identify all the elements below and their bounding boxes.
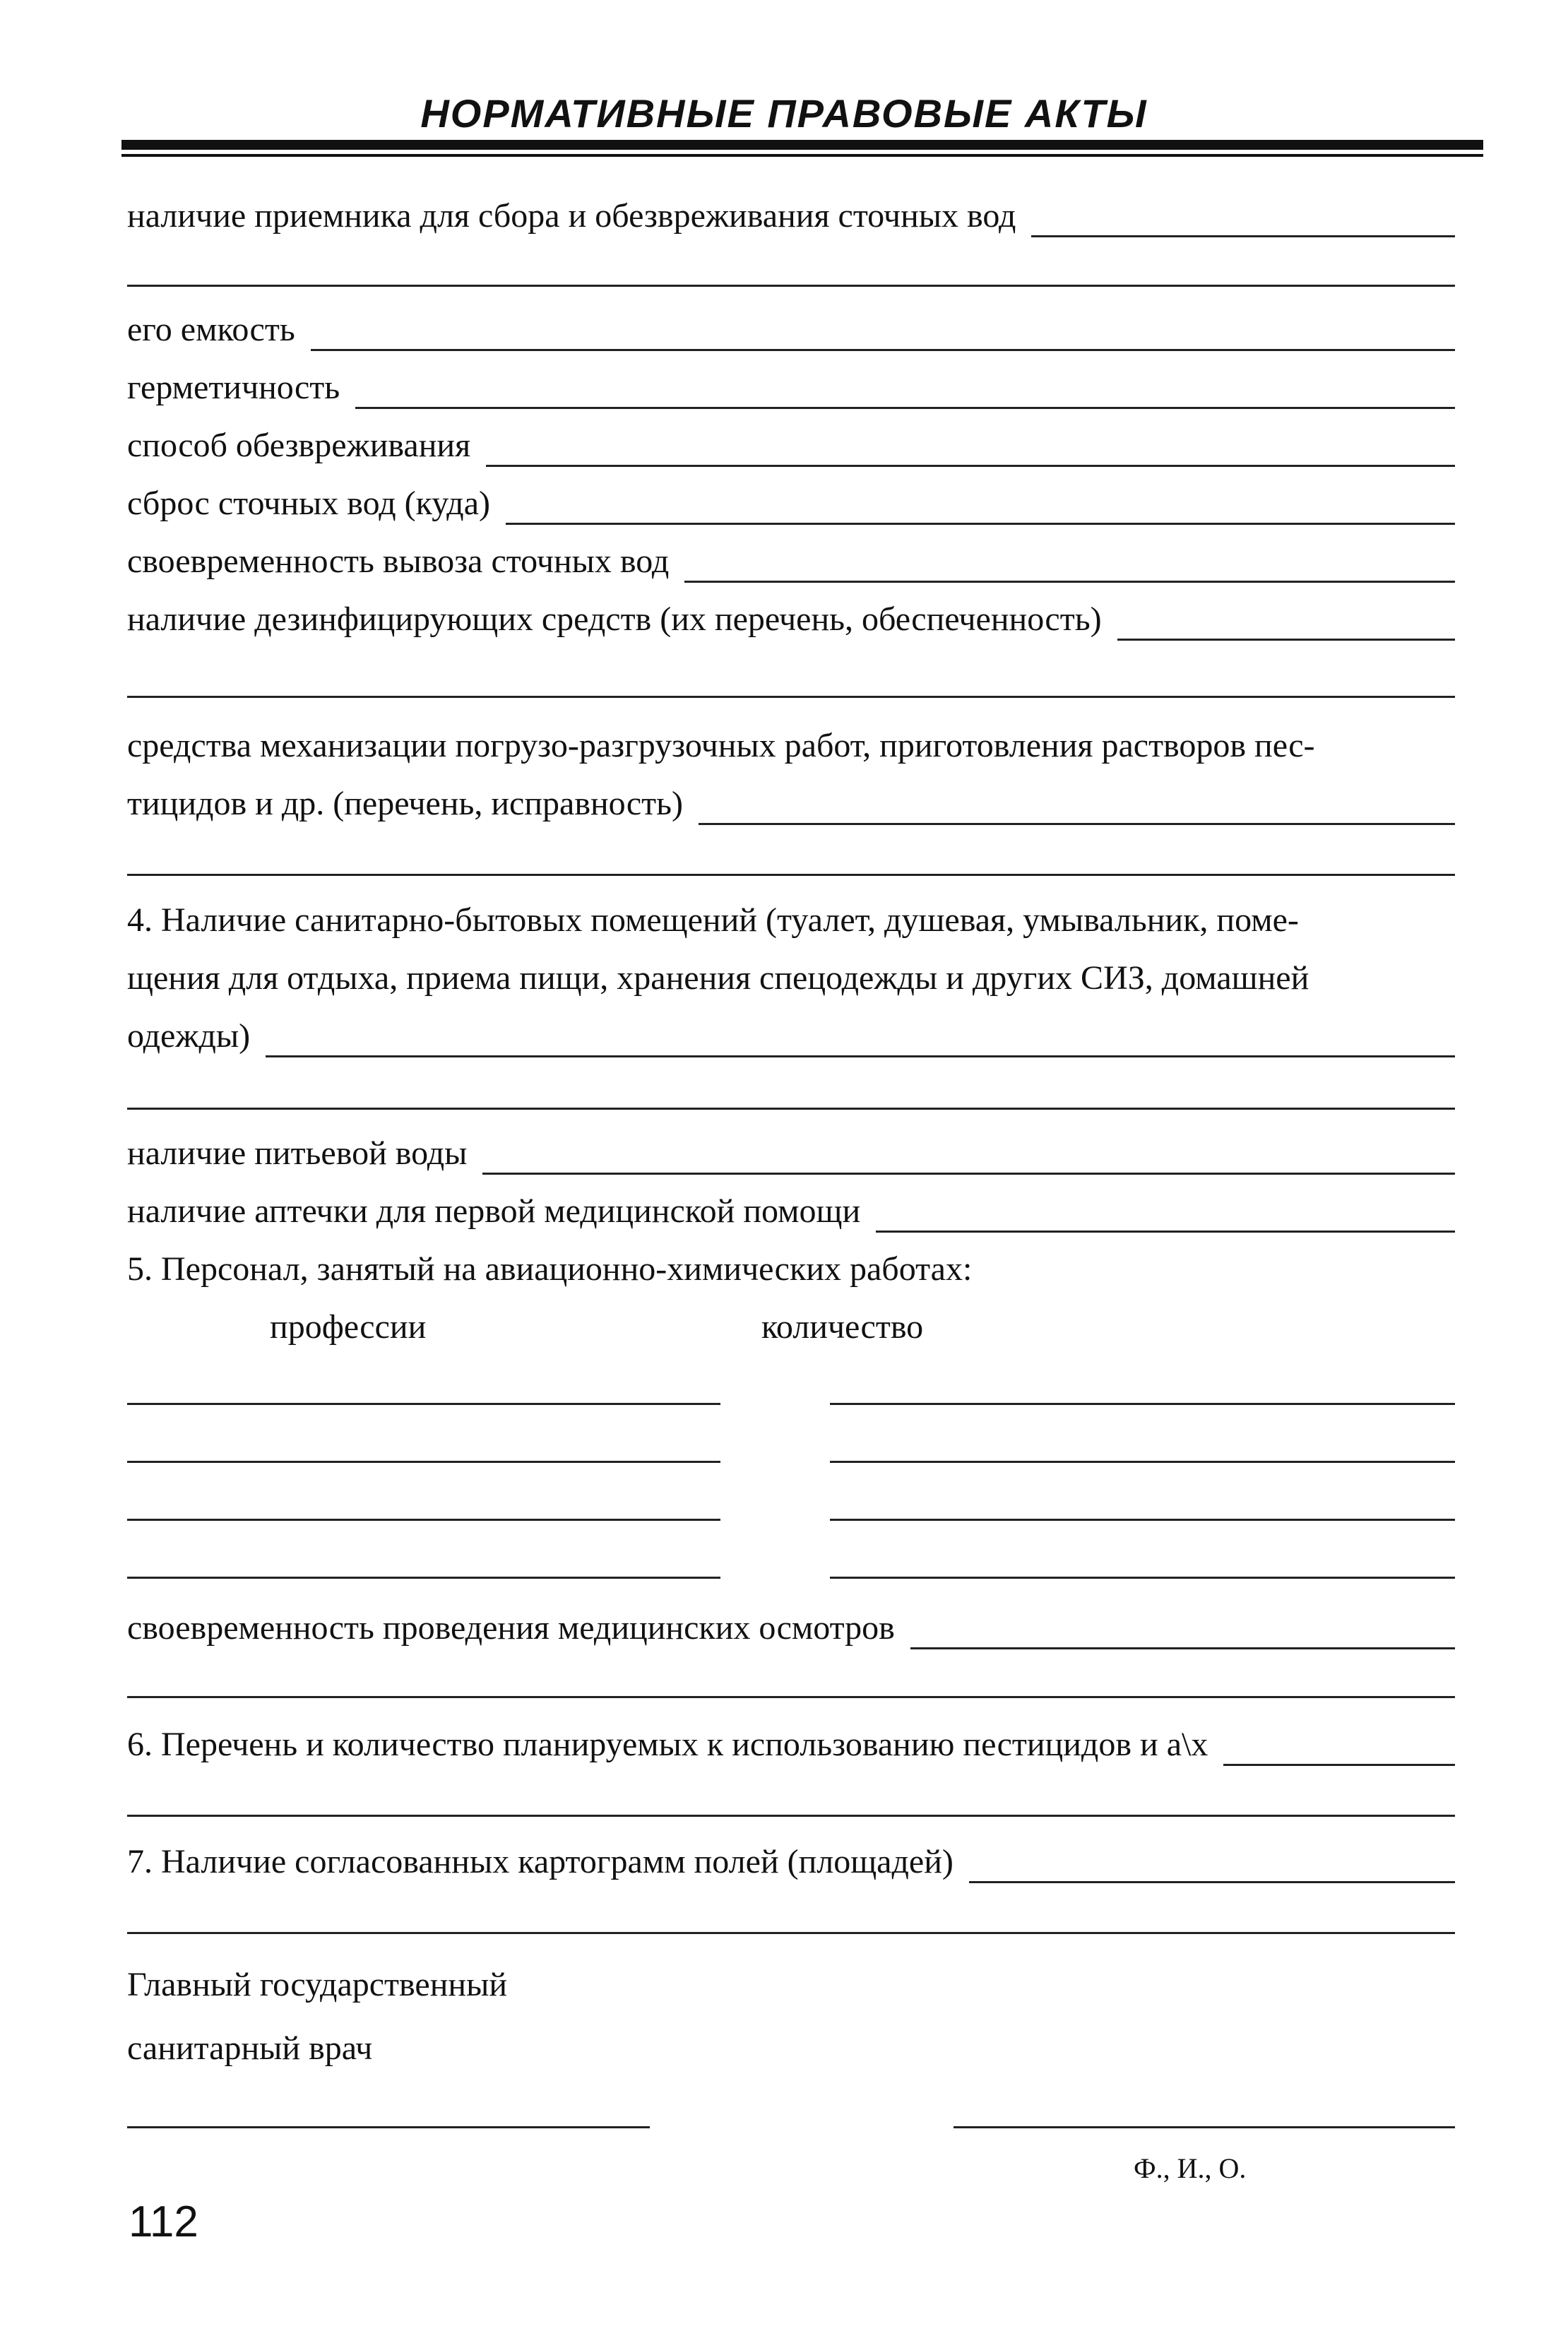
quantity-blank-3[interactable] xyxy=(830,1519,1455,1521)
quantity-blank-1[interactable] xyxy=(830,1403,1455,1405)
quantity-blank-2[interactable] xyxy=(830,1461,1455,1463)
first-aid-row xyxy=(127,1190,1455,1233)
first-aid-blank[interactable] xyxy=(876,1199,1455,1233)
timely-removal-label: своевременность вывоза сточных вод xyxy=(127,543,670,580)
signature-title-1: Главный государственный xyxy=(127,1966,508,2003)
disinfectants-row xyxy=(127,598,1455,641)
med-checks-blank[interactable] xyxy=(910,1616,1455,1649)
header-rule-thick xyxy=(121,140,1483,150)
section7-blank[interactable] xyxy=(969,1850,1455,1883)
receiver-blank-2[interactable] xyxy=(127,285,1455,287)
med-checks-label: своевременность проведения медицинских осмотров xyxy=(127,1609,895,1647)
mechanization-label: тицидов и др. (перечень, исправность) xyxy=(127,785,684,822)
section4-line-2: щения для отдыха, приема пищи, хранения спецодежды и других СИЗ, домашней xyxy=(127,959,1309,997)
section6-blank-2[interactable] xyxy=(127,1815,1455,1817)
neutralization-row xyxy=(127,425,1455,467)
section7-label: 7. Наличие согласованных картограмм полей (площадей) xyxy=(127,1843,954,1880)
tightness-blank[interactable] xyxy=(355,376,1455,409)
discharge-label: сброс сточных вод (куда) xyxy=(127,485,490,522)
section7-blank-2[interactable] xyxy=(127,1932,1455,1934)
receiver-label: наличие приемника для сбора и обезвреживания сточных вод xyxy=(127,197,1016,235)
med-checks-row xyxy=(127,1607,1455,1649)
receiver-row xyxy=(127,195,1455,237)
mechanization-row xyxy=(127,783,1455,825)
signature-blank[interactable] xyxy=(127,2126,650,2128)
water-label: наличие питьевой воды xyxy=(127,1134,468,1172)
running-header: НОРМАТИВНЫЕ ПРАВОВЫЕ АКТЫ xyxy=(420,91,1148,136)
section4-label: одежды) xyxy=(127,1017,251,1055)
timely-removal-row xyxy=(127,540,1455,583)
header-rule-thin xyxy=(121,154,1483,157)
section6-label: 6. Перечень и количество планируемых к использованию пестицидов и а\х xyxy=(127,1726,1208,1763)
tightness-label: герметичность xyxy=(127,369,340,406)
discharge-row xyxy=(127,482,1455,525)
signature-title-2: санитарный врач xyxy=(127,2029,373,2067)
disinfectants-blank[interactable] xyxy=(1117,607,1455,641)
fio-caption: Ф., И., О. xyxy=(1134,2152,1247,2184)
quantity-blank-4[interactable] xyxy=(830,1577,1455,1579)
profession-blank-2[interactable] xyxy=(127,1461,720,1463)
disinfectants-blank-2[interactable] xyxy=(127,696,1455,698)
discharge-blank[interactable] xyxy=(506,492,1455,525)
col-professions-header: профессии xyxy=(270,1308,427,1346)
section4-line-1: 4. Наличие санитарно-бытовых помещений (туалет, душевая, умывальник, поме- xyxy=(127,901,1299,939)
med-checks-blank-2[interactable] xyxy=(127,1696,1455,1698)
section4-blank[interactable] xyxy=(266,1024,1455,1057)
section5-title: 5. Персонал, занятый на авиационно-химических работах: xyxy=(127,1250,973,1288)
section7-row xyxy=(127,1841,1455,1883)
col-quantity-header: количество xyxy=(761,1308,924,1346)
receiver-blank[interactable] xyxy=(1031,204,1455,237)
profession-blank-1[interactable] xyxy=(127,1403,720,1405)
first-aid-label: наличие аптечки для первой медицинской помощи xyxy=(127,1192,861,1230)
capacity-row xyxy=(127,309,1455,351)
neutralization-label: способ обезвреживания xyxy=(127,427,471,464)
capacity-blank[interactable] xyxy=(311,318,1455,351)
profession-blank-4[interactable] xyxy=(127,1577,720,1579)
water-row xyxy=(127,1132,1455,1175)
page-number: 112 xyxy=(129,2198,198,2246)
profession-blank-3[interactable] xyxy=(127,1519,720,1521)
neutralization-blank[interactable] xyxy=(486,434,1455,467)
mechanization-blank[interactable] xyxy=(699,792,1455,825)
section4-blank-2[interactable] xyxy=(127,1108,1455,1110)
timely-removal-blank[interactable] xyxy=(684,550,1455,583)
mechanization-line-1: средства механизации погрузо-разгрузочных работ, приготовления растворов пес- xyxy=(127,727,1315,764)
mechanization-blank-2[interactable] xyxy=(127,874,1455,876)
capacity-label: его емкость xyxy=(127,311,295,348)
tightness-row xyxy=(127,367,1455,409)
water-blank[interactable] xyxy=(482,1142,1455,1175)
section4-row xyxy=(127,1015,1455,1057)
section6-row xyxy=(127,1724,1455,1766)
section6-blank[interactable] xyxy=(1223,1733,1455,1766)
fio-blank[interactable] xyxy=(954,2126,1455,2128)
disinfectants-label: наличие дезинфицирующих средств (их перечень, обеспеченность) xyxy=(127,600,1102,638)
